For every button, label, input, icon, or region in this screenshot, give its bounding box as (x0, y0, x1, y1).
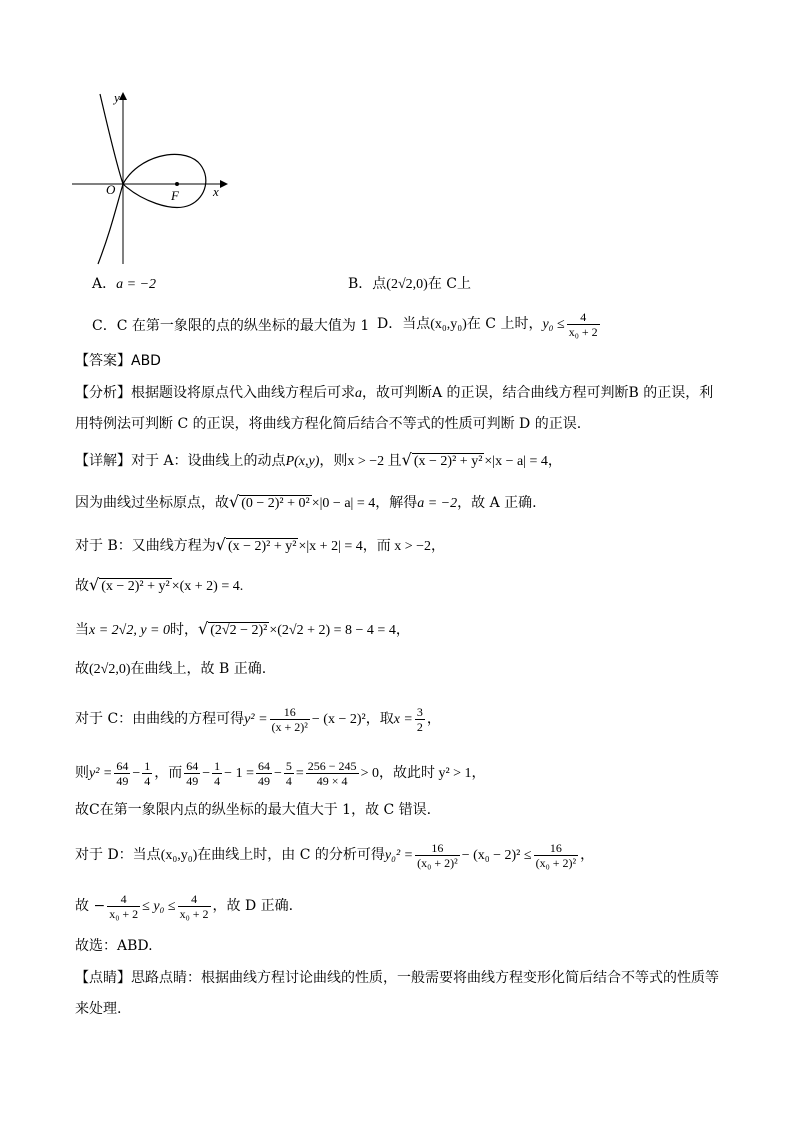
detail-b2-expr: (x − 2)² + y² (101, 579, 170, 594)
answer-line (75, 352, 161, 370)
frac (142, 759, 152, 788)
option-b (348, 275, 471, 294)
option-d-mid: 在 C 上时， (466, 316, 543, 332)
detail-c2-lhs: y² = (89, 766, 113, 781)
detail-b-line-1: 对于 B：又曲线方程为√ (x − 2)² + y² ×|x + 2| = 4，而 x > −2， (75, 535, 446, 554)
frac-den: (x + 2)² (271, 719, 308, 734)
detail-b2-tail: ×(x + 2) = 4. (171, 579, 244, 594)
op: − (202, 766, 211, 781)
frac-den: 4 (214, 773, 221, 788)
detail-b3-pre: 当 (75, 622, 89, 638)
detail-b1-pre: 对于 B：又曲线方程为 (75, 538, 216, 554)
option-b-point: (2√2,0) (386, 277, 428, 292)
analysis-text-1-tail: ，故可判断A 的正误，结合曲线方程可判断B 的正误，利 (362, 385, 714, 401)
frac-num: 4 (580, 309, 587, 324)
detail-b-line-2: 故√ (x − 2)² + y² ×(x + 2) = 4. (75, 575, 244, 594)
detail-b4-pre: 故 (75, 661, 89, 677)
detail-c1-tail: ， (426, 711, 441, 727)
detail-d1-mid: 在曲线上时，由 C 的分析可得 (197, 847, 385, 863)
frac-den: x₀ + 2 (568, 324, 598, 339)
detail-c1-xfrac (415, 705, 425, 734)
x-axis-label: x (213, 184, 219, 199)
remark-line-2 (75, 1000, 121, 1018)
option-d-fraction (567, 310, 600, 339)
detail-b1-tail: ×|x + 2| = 4，而 x > −2， (298, 539, 446, 554)
detail-c2-tail: > 0，故此时 y² > 1， (360, 766, 486, 781)
frac-den: 2 (416, 719, 423, 734)
frac-den: (x₀ + 2)² (417, 855, 458, 870)
op: = (295, 766, 304, 781)
frac (114, 759, 130, 788)
detail-d-line-1 (75, 836, 594, 875)
detail-b2-pre: 故 (75, 578, 89, 594)
frac (284, 759, 294, 788)
analysis-line-2 (75, 415, 581, 433)
frac-den: 49 (257, 773, 270, 788)
detail-c2-mid: ，而 (154, 765, 183, 781)
frac-den: 4 (285, 773, 292, 788)
focus-point (175, 182, 179, 186)
remark-text-1: 思路点睛：根据曲线方程讨论曲线的性质，一般需要将曲线方程变形化简后结合不等式的性质等 (131, 970, 719, 986)
analysis-var: a (355, 386, 362, 401)
y-axis-arrow (119, 92, 127, 100)
detail-d2-pre: 故 − (75, 898, 106, 914)
frac-num: 16 (431, 840, 444, 855)
frac-num: 256 − 245 (307, 758, 357, 773)
op: − (x₀ − 2)² ≤ (461, 848, 532, 863)
frac-num: 16 (549, 840, 562, 855)
curve-loop (123, 154, 206, 207)
detail-a2-expr: (0 − 2)² + 0² (241, 496, 310, 511)
detail-a2-mid: ×|0 − a| = 4，解得 (311, 496, 418, 511)
frac-den: 49 (186, 773, 199, 788)
answer-value: ABD (131, 353, 161, 369)
curve-branch (98, 94, 123, 264)
op: − (132, 766, 141, 781)
frac (534, 841, 579, 870)
frac-num: 3 (416, 704, 423, 719)
choice-text: 故选：ABD. (75, 938, 153, 954)
detail-a2-tail: ，故 A 正确. (457, 495, 537, 511)
detail-a1-cond: x > −2 且 (347, 454, 402, 469)
detail-c2-pre: 则 (75, 765, 89, 781)
detail-a-line-1: 【详解】对于 A：设曲线上的动点P(x,y)，则x > −2 且√ (x − 2)² + y² ×|x − a| = 4， (75, 450, 562, 469)
frac-den: (x₀ + 2)² (535, 855, 577, 870)
op: − 1 = (224, 766, 254, 781)
analysis-line-1 (75, 384, 713, 403)
analysis-text-1: 根据题设将原点代入曲线方程后可求 (131, 385, 355, 401)
detail-d-line-2 (75, 887, 293, 926)
detail-d2-mid: ≤ y₀ ≤ (142, 899, 176, 914)
frac-den: x₀ + 2 (179, 906, 209, 921)
frac-num: 1 (214, 758, 221, 773)
option-b-label: B．点 (348, 276, 387, 292)
frac-den: 49 × 4 (306, 773, 359, 788)
frac-num: 5 (285, 758, 292, 773)
detail-a1-tail: ×|x − a| = 4， (484, 454, 562, 469)
curve-figure (70, 88, 230, 266)
detail-b-line-4 (75, 660, 266, 679)
detail-c-line-2 (75, 756, 486, 791)
frac-num: 4 (120, 891, 127, 906)
detail-b3-tail: ×(2√2 + 2) = 8 − 4 = 4， (269, 623, 410, 638)
detail-b-line-3: 当x = 2√2, y = 0时，√ (2√2 − 2)² ×(2√2 + 2) = 8 − 4 = 4， (75, 619, 410, 638)
frac (415, 841, 460, 870)
detail-b3-cond: x = 2√2, y = 0 (89, 623, 171, 638)
detail-d2-tail: ，故 D 正确. (212, 898, 294, 914)
option-d-point: (x₀,y₀) (430, 317, 467, 332)
remark-line-1 (75, 969, 719, 987)
focus-label: F (171, 188, 179, 203)
answer-label: 【答案】 (75, 353, 131, 369)
detail-a1-pre: 对于 A：设曲线上的动点 (131, 453, 286, 469)
detail-a2-pre: 因为曲线过坐标原点，故 (75, 495, 229, 511)
detail-c3: 故C在第一象限内点的纵坐标的最大值大于 1，故 C 错误. (75, 802, 432, 818)
detail-c-line-3 (75, 801, 431, 819)
detail-b3-expr: (2√2 − 2)² (210, 623, 268, 638)
frac (178, 892, 211, 921)
detail-a2-result: a = −2 (417, 496, 458, 511)
remark-label: 【点睛】 (75, 970, 131, 986)
detail-d1-point: (x₀,y₀) (160, 848, 198, 863)
frac-num: 64 (257, 758, 270, 773)
detail-c1-x: x = (393, 712, 413, 727)
frac-num: 64 (116, 758, 129, 773)
option-b-tail: 在 C上 (427, 276, 471, 292)
detail-label: 【详解】 (75, 453, 131, 469)
frac (107, 892, 140, 921)
detail-b3-mid: 时， (170, 622, 199, 638)
detail-d1-tail: ， (580, 847, 595, 863)
frac-den: 4 (144, 773, 151, 788)
y-axis-label: y (114, 90, 120, 105)
option-a-text: a = −2 (116, 277, 157, 292)
option-d (377, 306, 602, 343)
detail-c1-mid: − (x − 2)²，取 (311, 712, 394, 727)
frac-num: 64 (186, 758, 199, 773)
detail-c1-pre: 对于 C：由曲线的方程可得 (75, 711, 245, 727)
option-a (92, 275, 156, 294)
origin-label: O (106, 182, 116, 197)
frac (306, 759, 359, 788)
remark-text-2: 来处理. (75, 1001, 122, 1017)
frac (212, 759, 222, 788)
frac (256, 759, 272, 788)
detail-a1-expr: (x − 2)² + y² (413, 454, 483, 469)
detail-c-line-1 (75, 702, 441, 737)
detail-d1-pre: 对于 D：当点 (75, 847, 161, 863)
choice-line (75, 937, 153, 955)
detail-c1-lhs: y² = (244, 712, 268, 727)
option-a-label: A． (92, 276, 117, 292)
detail-a1-mid: ，则 (319, 453, 348, 469)
detail-a1-point: P(x,y) (285, 454, 320, 469)
frac (184, 759, 200, 788)
detail-b4-point: (2√2,0) (89, 662, 131, 677)
option-d-label: D．当点 (377, 316, 431, 332)
frac-num: 16 (283, 704, 296, 719)
op: − (273, 766, 282, 781)
frac-num: 1 (144, 758, 151, 773)
option-c (92, 317, 369, 335)
detail-b1-expr: (x − 2)² + y² (227, 539, 297, 554)
detail-b4-tail: 在曲线上，故 B 正确. (130, 661, 267, 677)
frac-num: 4 (191, 891, 198, 906)
detail-a-line-2: 因为曲线过坐标原点，故√ (0 − 2)² + 0² ×|0 − a| = 4，解得a = −2，故 A 正确. (75, 492, 537, 511)
analysis-text-2: 用特例法可判断 C 的正误，将曲线方程化简后结合不等式的性质可判断 D 的正误. (75, 416, 582, 432)
detail-d1-lhs: y₀² = (384, 848, 414, 863)
frac-den: 49 (116, 773, 129, 788)
option-c-text: C．C 在第一象限的点的纵坐标的最大值为 1 (92, 318, 370, 334)
frac-den: x₀ + 2 (109, 906, 139, 921)
option-d-ineq: y₀ ≤ (542, 317, 565, 332)
analysis-label: 【分析】 (75, 385, 131, 401)
detail-c1-frac (270, 705, 310, 734)
x-axis-arrow (220, 180, 228, 188)
